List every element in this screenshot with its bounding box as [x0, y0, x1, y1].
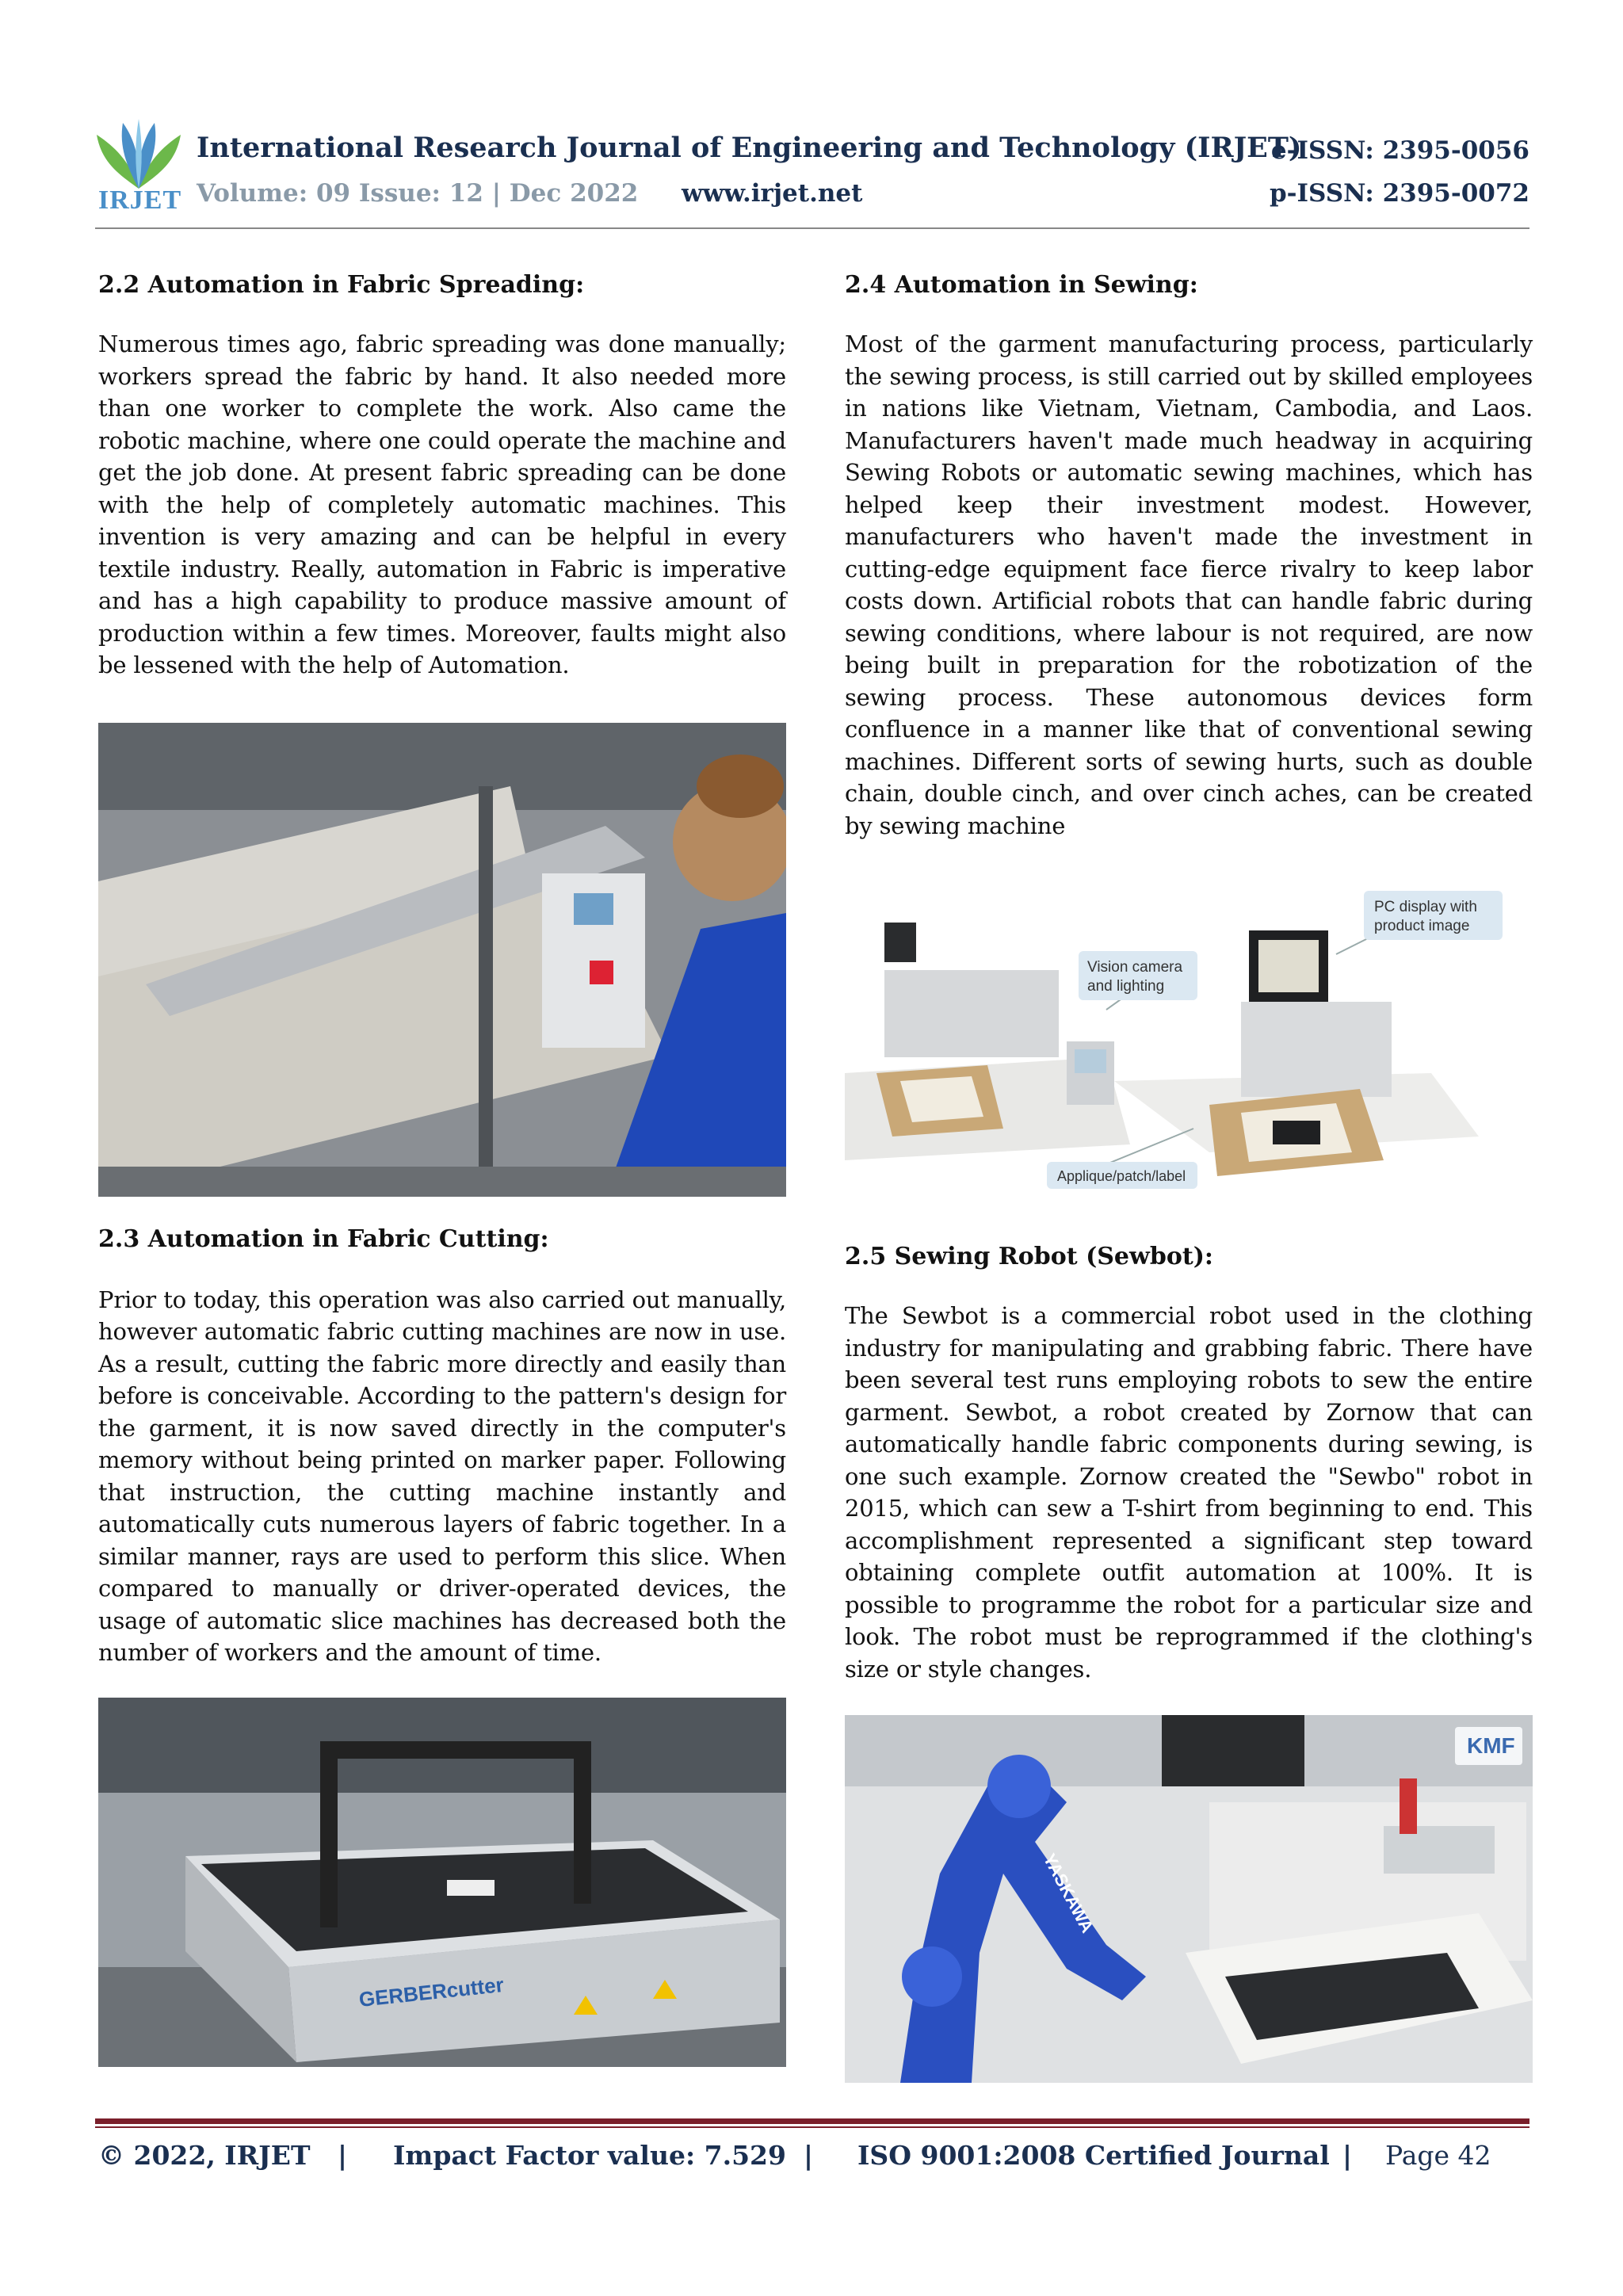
header-divider: [95, 227, 1529, 229]
cutter-brand-label: GERBERcutter: [357, 1972, 506, 2011]
vision-camera-label-line2: and lighting: [1087, 978, 1165, 995]
volume-issue: Volume: 09 Issue: 12 | Dec 2022: [197, 179, 639, 208]
section-body-2-4: Most of the garment manufacturing process, particularly the sewing process, is still carried out by skilled employees in nations like Vietnam, Vietnam, Cambodia, and Laos. Manufacturers haven't made much headway in acquiring Sewing Robots or automatic sewing machines, which has helped keep their investment modest. However, manufacturers who haven't made the investment in cutting-edge equipment face fierce rivalry to keep labor costs down. Artificial robots that can handle fabric during sewing conditions, where labour is not required, are now being built in preparation for the robotization of the sewing process. These autonomous devices form confluence in a manner like that of conventional sewing machines. Different sorts of sewing hurts, such as double chain, double cinch, and over cinch aches, can be created by sewing machine: [845, 330, 1533, 839]
footer-divider-thick: [95, 2118, 1529, 2124]
footer-separator: |: [338, 2140, 348, 2171]
kmf-logo-label: KMF: [1467, 1733, 1515, 1758]
spreading-machine-image: [98, 723, 786, 1197]
section-body-2-5: The Sewbot is a commercial robot used in the clothing industry for manipulating and grabbing fabric. There have been several test runs employing robots to sew the entire garment. Sewbot, a robot created by Zornow that can automatically handle fabric components during sewing, is one such example. Zornow created the "Sewbo" robot in 2015, which can sew a T-shirt from beginning to end. This accomplishment represented a significant step toward obtaining complete outfit automation at 100%. It is possible to programme the robot for a particular size and look. The robot must be reprogrammed if the clothing's size or style changes.: [845, 1302, 1533, 1683]
journal-website-link[interactable]: www.irjet.net: [682, 179, 863, 208]
p-issn: p-ISSN: 2395-0072: [1269, 179, 1529, 208]
section-heading-2-5: 2.5 Sewing Robot (Sewbot):: [845, 1243, 1213, 1270]
leaf-logo-icon: [95, 119, 182, 192]
footer-separator: |: [804, 2140, 814, 2171]
fabric-cutting-photo: [98, 1698, 786, 2067]
section-heading-2-4: 2.4 Automation in Sewing:: [845, 271, 1198, 299]
vision-camera-label-line1: Vision camera: [1087, 959, 1183, 976]
right-column: [845, 269, 1533, 2083]
logo-text: IRJET: [98, 185, 182, 215]
pc-display-label-line1: PC display with: [1374, 899, 1477, 915]
automated-sewing-photo: [845, 875, 1533, 1200]
irjet-logo: [95, 119, 182, 214]
section-body-2-3: Prior to today, this operation was also carried out manually, however automatic fabric cutting machines are now in use. As a result, cutting the fabric more directly and easily than before is conceivable. According to the pattern's design for the garment, it is now saved directly in the computer's memory without being printed on marker paper. Following that instruction, the cutting machine instantly and automatically cuts numerous layers of fabric together. In a similar manner, rays are used to perform this slice. When compared to manually or driver-operated devices, the usage of automatic slice machines has decreased both the number of workers and the amount of time.: [98, 1286, 786, 1666]
journal-title: International Research Journal of Engineering and Technology (IRJET): [197, 132, 1302, 164]
footer-copyright: © 2022, IRJET: [98, 2140, 311, 2171]
footer-separator: |: [1342, 2140, 1353, 2171]
cutting-machine-image: [98, 1698, 786, 2067]
robot-brand-label: YASKAWA: [1039, 1850, 1098, 1936]
section-heading-2-3: 2.3 Automation in Fabric Cutting:: [98, 1224, 549, 1253]
footer-impact-factor: Impact Factor value: 7.529: [393, 2140, 786, 2171]
sewbot-photo: [845, 1715, 1533, 2083]
page-header: [95, 119, 1529, 230]
automated-sewing-system-image: [845, 875, 1533, 1200]
sewbot-robot-image: [845, 1715, 1533, 2083]
page-footer: [98, 2140, 1529, 2179]
applique-label: Applique/patch/label: [1057, 1168, 1186, 1184]
footer-divider-thin: [95, 2126, 1529, 2128]
pc-display-label-line2: product image: [1374, 918, 1470, 934]
left-column: [98, 269, 786, 2067]
footer-page-number: Page 42: [1385, 2140, 1491, 2171]
section-heading-2-2: 2.2 Automation in Fabric Spreading:: [98, 271, 585, 299]
footer-iso-certification: ISO 9001:2008 Certified Journal: [857, 2140, 1330, 2171]
section-body-2-2: Numerous times ago, fabric spreading was done manually; workers spread the fabric by hand. It also needed more than one worker to complete the work. Also came the robotic machine, where one could operate the machine and get the job done. At present fabric spreading can be done with the help of completely automatic machines. This invention is very amazing and can be helpful in every textile industry. Really, automation in Fabric is imperative and has a high capability to produce massive amount of production within a few times. Moreover, faults might also be lessened with the help of Automation.: [98, 330, 786, 678]
fabric-spreading-photo: [98, 723, 786, 1197]
e-issn: e-ISSN: 2395-0056: [1270, 136, 1529, 165]
